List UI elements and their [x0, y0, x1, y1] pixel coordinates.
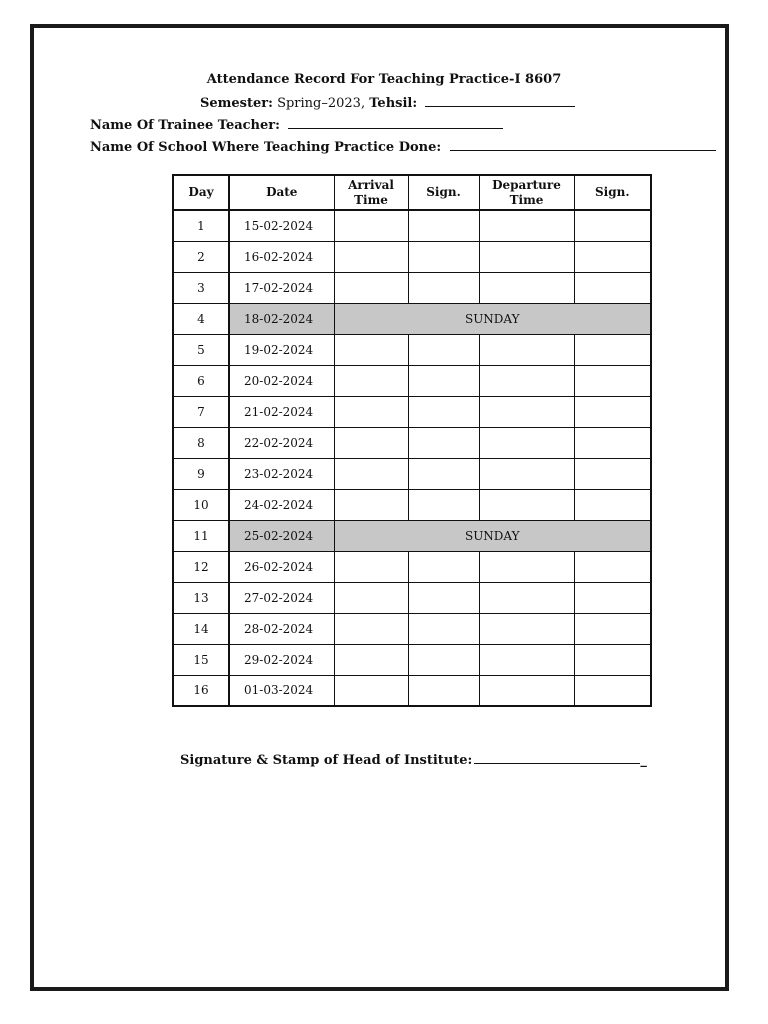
departure-time-cell[interactable]	[479, 644, 574, 675]
arrival-time-cell[interactable]	[334, 489, 408, 520]
arrival-sign-cell[interactable]	[408, 489, 479, 520]
table-row	[173, 334, 651, 365]
trainee-name-field[interactable]	[288, 117, 503, 129]
day-cell: 14	[173, 613, 229, 644]
arrival-time-cell[interactable]	[334, 644, 408, 675]
tehsil-field[interactable]	[425, 95, 575, 107]
arrival-time-cell[interactable]	[334, 613, 408, 644]
departure-sign-cell[interactable]	[574, 396, 651, 427]
arrival-time-cell[interactable]	[334, 675, 408, 706]
header-sign-departure: Sign.	[574, 175, 651, 210]
arrival-sign-cell[interactable]	[408, 272, 479, 303]
arrival-sign-cell[interactable]	[408, 427, 479, 458]
signature-label: Signature & Stamp of Head of Institute:	[180, 753, 473, 768]
arrival-sign-cell[interactable]	[408, 613, 479, 644]
arrival-time-cell[interactable]	[334, 458, 408, 489]
arrival-time-cell[interactable]	[334, 551, 408, 582]
departure-sign-cell[interactable]	[574, 427, 651, 458]
day-cell: 11	[173, 520, 229, 551]
date-cell: 29-02-2024	[229, 644, 334, 675]
date-cell: 19-02-2024	[229, 334, 334, 365]
departure-time-cell[interactable]	[479, 427, 574, 458]
table-row	[173, 303, 651, 334]
arrival-sign-cell[interactable]	[408, 210, 479, 241]
arrival-time-cell[interactable]	[334, 210, 408, 241]
day-cell: 13	[173, 582, 229, 613]
signature-field[interactable]	[474, 752, 640, 764]
departure-time-cell[interactable]	[479, 489, 574, 520]
header-departure-line1: Departure	[492, 177, 561, 192]
table-row	[173, 520, 651, 551]
departure-time-cell[interactable]	[479, 675, 574, 706]
date-cell: 25-02-2024	[229, 520, 334, 551]
day-cell: 15	[173, 644, 229, 675]
departure-time-cell[interactable]	[479, 582, 574, 613]
departure-sign-cell[interactable]	[574, 334, 651, 365]
table-body	[173, 210, 651, 706]
table-row	[173, 489, 651, 520]
table-row	[173, 613, 651, 644]
date-cell: 23-02-2024	[229, 458, 334, 489]
departure-time-cell[interactable]	[479, 334, 574, 365]
date-cell: 21-02-2024	[229, 396, 334, 427]
day-cell: 8	[173, 427, 229, 458]
table-row	[173, 365, 651, 396]
arrival-time-cell[interactable]	[334, 272, 408, 303]
table-row	[173, 427, 651, 458]
arrival-sign-cell[interactable]	[408, 334, 479, 365]
date-cell: 15-02-2024	[229, 210, 334, 241]
day-cell: 2	[173, 241, 229, 272]
table-row	[173, 644, 651, 675]
table-row	[173, 675, 651, 706]
arrival-sign-cell[interactable]	[408, 551, 479, 582]
departure-sign-cell[interactable]	[574, 551, 651, 582]
semester-value: Spring–2023,	[277, 96, 366, 111]
table-row	[173, 551, 651, 582]
departure-time-cell[interactable]	[479, 210, 574, 241]
arrival-sign-cell[interactable]	[408, 644, 479, 675]
table-row	[173, 396, 651, 427]
school-line	[90, 139, 716, 155]
trainee-label: Name Of Trainee Teacher:	[90, 118, 280, 133]
attendance-table	[172, 174, 652, 707]
day-cell: 16	[173, 675, 229, 706]
semester-label: Semester:	[200, 96, 273, 111]
arrival-time-cell[interactable]	[334, 241, 408, 272]
day-cell: 9	[173, 458, 229, 489]
arrival-time-cell[interactable]	[334, 427, 408, 458]
arrival-sign-cell[interactable]	[408, 241, 479, 272]
table-row	[173, 582, 651, 613]
header-day: Day	[173, 175, 229, 210]
departure-sign-cell[interactable]	[574, 489, 651, 520]
page-title: Attendance Record For Teaching Practice-I 8607	[206, 72, 562, 87]
date-cell: 20-02-2024	[229, 365, 334, 396]
date-cell: 28-02-2024	[229, 613, 334, 644]
table-header-row	[173, 175, 651, 210]
departure-sign-cell[interactable]	[574, 644, 651, 675]
date-cell: 17-02-2024	[229, 272, 334, 303]
trainee-line	[90, 117, 503, 133]
date-cell: 01-03-2024	[229, 675, 334, 706]
day-cell: 12	[173, 551, 229, 582]
departure-time-cell[interactable]	[479, 396, 574, 427]
departure-sign-cell[interactable]	[574, 582, 651, 613]
date-cell: 24-02-2024	[229, 489, 334, 520]
departure-sign-cell[interactable]	[574, 210, 651, 241]
arrival-time-cell[interactable]	[334, 365, 408, 396]
day-cell: 6	[173, 365, 229, 396]
date-cell: 16-02-2024	[229, 241, 334, 272]
table-row	[173, 458, 651, 489]
day-cell: 1	[173, 210, 229, 241]
signature-line	[180, 752, 647, 768]
header-departure-line2: Time	[509, 192, 544, 207]
tehsil-label: Tehsil:	[369, 96, 418, 111]
day-cell: 10	[173, 489, 229, 520]
arrival-time-cell[interactable]	[334, 334, 408, 365]
departure-sign-cell[interactable]	[574, 272, 651, 303]
date-cell: 26-02-2024	[229, 551, 334, 582]
departure-sign-cell[interactable]	[574, 458, 651, 489]
departure-time-cell[interactable]	[479, 551, 574, 582]
header-departure-time	[479, 175, 574, 210]
header-arrival-time	[334, 175, 408, 210]
day-cell: 7	[173, 396, 229, 427]
arrival-sign-cell[interactable]	[408, 582, 479, 613]
semester-line	[200, 95, 575, 111]
header-arrival-line2: Time	[354, 192, 388, 207]
header-arrival-line1: Arrival	[348, 177, 394, 192]
departure-sign-cell[interactable]	[574, 241, 651, 272]
departure-time-cell[interactable]	[479, 613, 574, 644]
day-cell: 4	[173, 303, 229, 334]
day-cell: 3	[173, 272, 229, 303]
departure-sign-cell[interactable]	[574, 365, 651, 396]
arrival-time-cell[interactable]	[334, 396, 408, 427]
date-cell: 18-02-2024	[229, 303, 334, 334]
header-date: Date	[229, 175, 334, 210]
arrival-time-cell[interactable]	[334, 582, 408, 613]
signature-tail: _	[640, 753, 647, 768]
holiday-cell: SUNDAY	[334, 303, 651, 334]
departure-time-cell[interactable]	[479, 458, 574, 489]
arrival-sign-cell[interactable]	[408, 365, 479, 396]
arrival-sign-cell[interactable]	[408, 675, 479, 706]
departure-time-cell[interactable]	[479, 272, 574, 303]
departure-time-cell[interactable]	[479, 365, 574, 396]
date-cell: 27-02-2024	[229, 582, 334, 613]
school-name-field[interactable]	[450, 139, 716, 151]
day-cell: 5	[173, 334, 229, 365]
table-row	[173, 272, 651, 303]
arrival-sign-cell[interactable]	[408, 396, 479, 427]
holiday-cell: SUNDAY	[334, 520, 651, 551]
table-row	[173, 210, 651, 241]
departure-sign-cell[interactable]	[574, 675, 651, 706]
departure-sign-cell[interactable]	[574, 613, 651, 644]
header-sign-arrival: Sign.	[408, 175, 479, 210]
departure-time-cell[interactable]	[479, 241, 574, 272]
arrival-sign-cell[interactable]	[408, 458, 479, 489]
table-row	[173, 241, 651, 272]
date-cell: 22-02-2024	[229, 427, 334, 458]
school-label: Name Of School Where Teaching Practice Done:	[90, 140, 442, 155]
